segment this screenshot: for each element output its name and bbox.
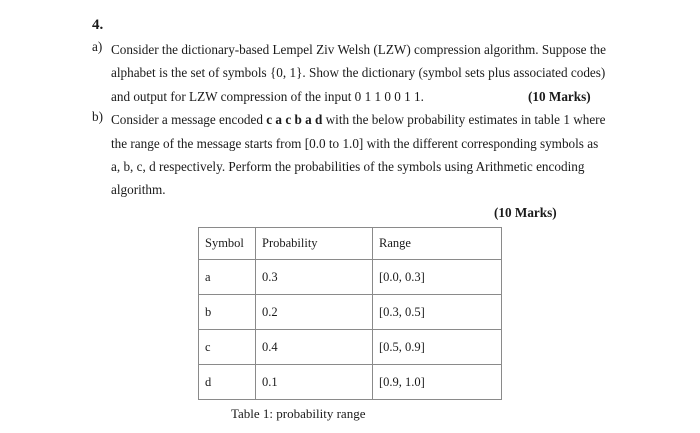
part-a-line-2: alphabet is the set of symbols {0, 1}. Show the dictionary (symbol sets plus associated codes) [111, 65, 606, 80]
range-cell: [0.5, 0.9] [373, 330, 502, 365]
header-range: Range [373, 228, 502, 260]
symbol-cell: d [199, 365, 256, 400]
range-cell: [0.3, 0.5] [373, 295, 502, 330]
part-b-line-1-end: with the below probability estimates in table 1 where [322, 112, 606, 127]
part-b-label: b) [92, 109, 103, 124]
part-a-marks: (10 Marks) [528, 89, 591, 104]
table-row [199, 365, 502, 400]
question-number: 4. [92, 17, 104, 33]
part-a-line-3: and output for LZW compression of the input 0 1 1 0 0 1 1. [111, 89, 424, 104]
table-header-row [199, 228, 502, 260]
symbol-cell: b [199, 295, 256, 330]
table-row [199, 260, 502, 295]
table-row [199, 330, 502, 365]
part-a-line-1: Consider the dictionary-based Lempel Ziv Welsh (LZW) compression algorithm. Suppose the [111, 42, 606, 57]
part-b-line-4: algorithm. [111, 182, 166, 197]
probability-table [198, 227, 502, 400]
symbol-cell: c [199, 330, 256, 365]
encoded-message: c a c b a d [266, 112, 323, 127]
part-b-line-3: a, b, c, d respectively. Perform the probabilities of the symbols using Arithmetic encoding [111, 159, 585, 174]
part-b-marks: (10 Marks) [494, 205, 557, 220]
probability-cell: 0.4 [256, 330, 373, 365]
probability-cell: 0.3 [256, 260, 373, 295]
part-b-line-1-start: Consider a message encoded [111, 112, 267, 127]
range-cell: [0.9, 1.0] [373, 365, 502, 400]
range-cell: [0.0, 0.3] [373, 260, 502, 295]
header-symbol: Symbol [199, 228, 256, 260]
part-b-line-1 [111, 109, 605, 131]
part-b-line-2: the range of the message starts from [0.0 to 1.0] with the different corresponding symbols as [111, 136, 599, 151]
probability-cell: 0.2 [256, 295, 373, 330]
table-caption: Table 1: probability range [231, 406, 366, 421]
header-probability: Probability [256, 228, 373, 260]
table-row [199, 295, 502, 330]
symbol-cell: a [199, 260, 256, 295]
part-a-label: a) [92, 39, 103, 54]
probability-cell: 0.1 [256, 365, 373, 400]
